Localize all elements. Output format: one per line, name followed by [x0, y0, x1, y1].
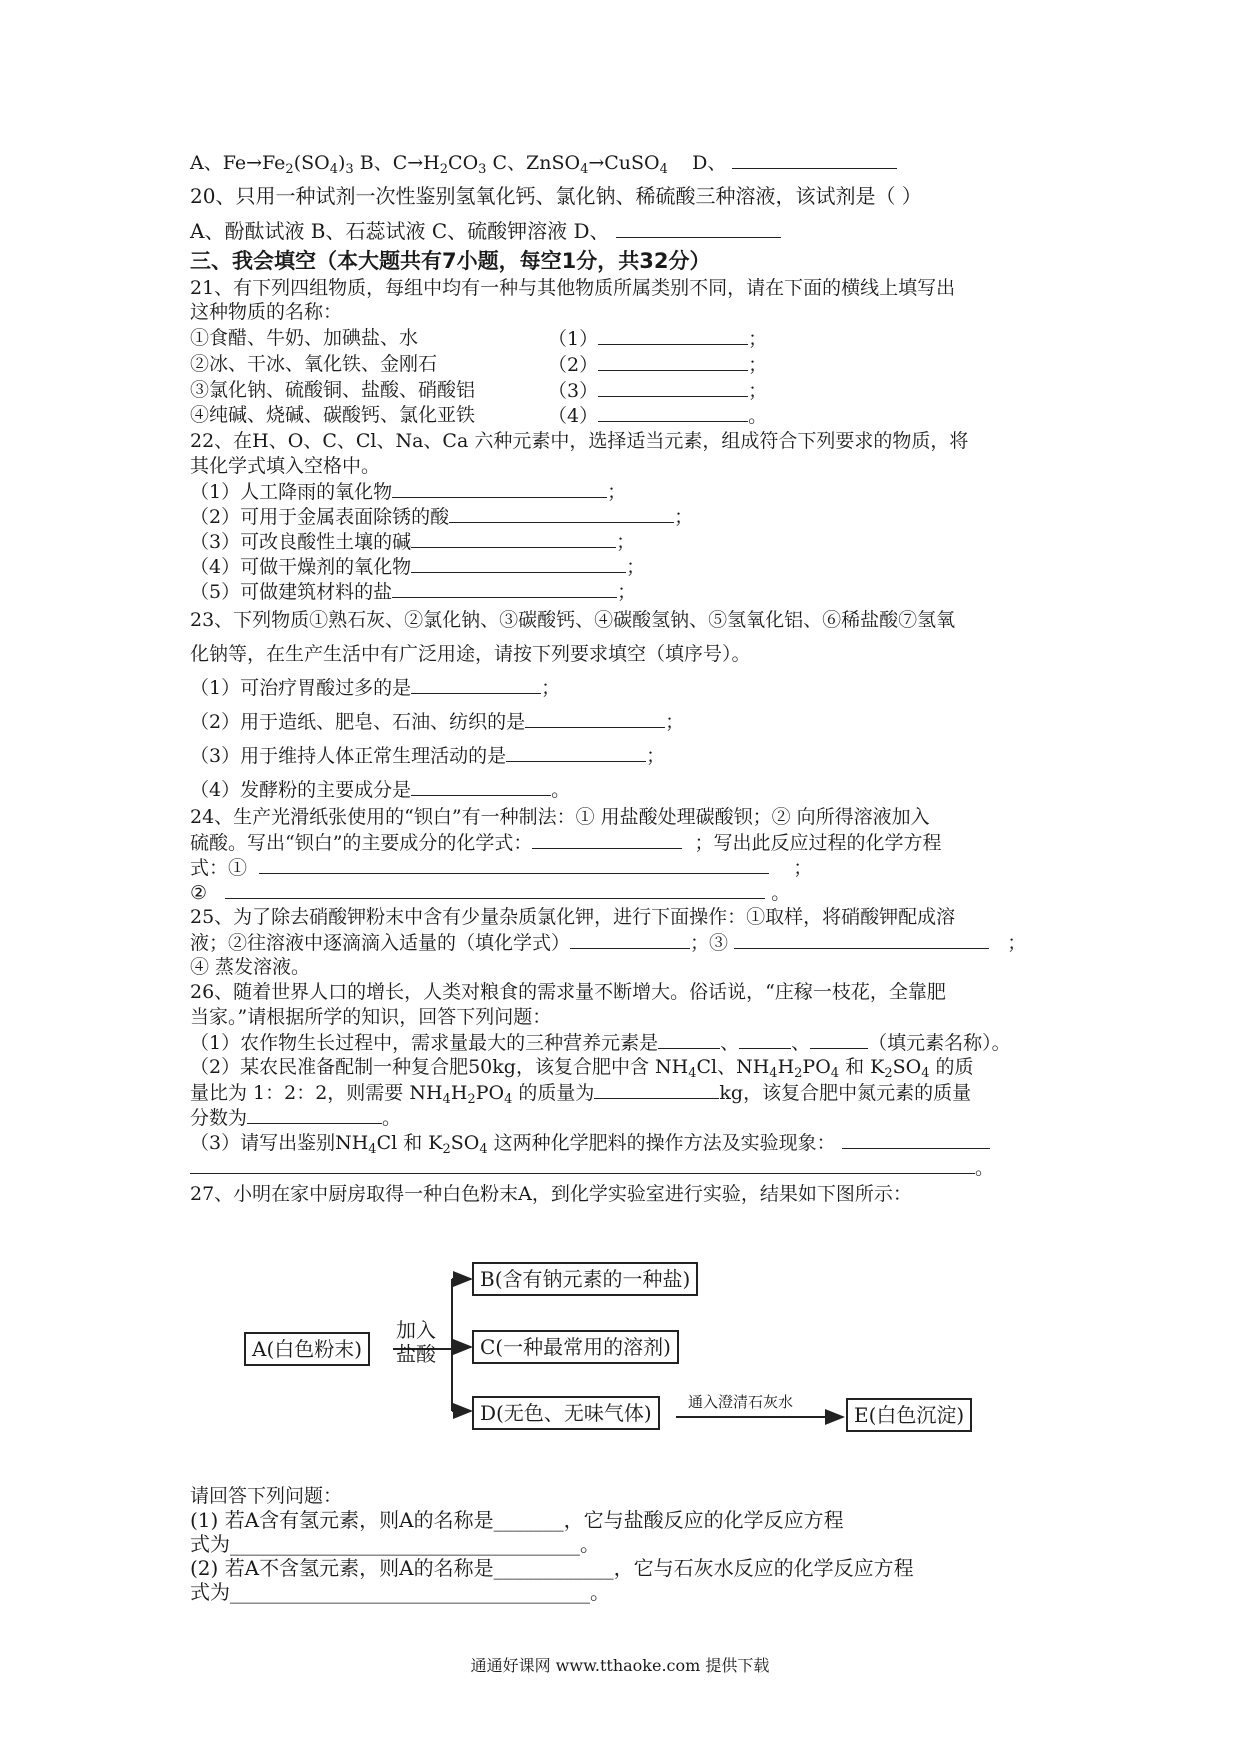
- q21-blank-4[interactable]: [598, 403, 748, 422]
- q26-sep-2: 、: [791, 1032, 811, 1054]
- box-c-solvent: C(一种最常用的溶剂): [472, 1330, 679, 1364]
- limewater-label: 通入澄清石灰水: [688, 1393, 794, 1411]
- q21-item-2: ②冰、干冰、氧化铁、金刚石: [190, 353, 438, 375]
- q21-num-2: （2）: [548, 354, 599, 376]
- q25-semicolon: ；: [1007, 932, 1027, 954]
- box-a-white-powder: A(白色粉末): [244, 1332, 370, 1366]
- q26-fraction-blank[interactable]: [247, 1105, 382, 1124]
- q27-stem: 27、小明在家中厨房取得一种白色粉末A，到化学实验室进行实验，结果如下图所示：: [190, 1183, 912, 1205]
- q27-part-2b: 式为____________________________________。: [190, 1580, 610, 1604]
- q21-num-4: （4）: [548, 405, 599, 427]
- q24-semicolon: ；: [793, 857, 813, 879]
- q26-method-blank-2[interactable]: [190, 1155, 975, 1174]
- q22-stem-2: 其化学式填入空格中。: [190, 455, 381, 477]
- q19-options: A、$Fe\to Fe_2(SO_4)_3$ B、$C\to H_2CO_3$ C、ZnSO$_4$→CuSO$_4$ D、: [190, 150, 897, 175]
- q23-blank-3[interactable]: [506, 743, 646, 762]
- q19-answer-blank[interactable]: [732, 150, 897, 169]
- q22-semicolon-1: ；: [607, 481, 627, 503]
- q21-answer-2: [548, 352, 767, 377]
- q23-period-4: 。: [551, 779, 571, 801]
- q21-item-1: ①食醋、牛奶、加碘盐、水: [190, 327, 419, 349]
- q21-blank-1[interactable]: [598, 326, 748, 345]
- q25-formula-blank[interactable]: [570, 930, 690, 949]
- q24-equation-blank-1[interactable]: [259, 855, 769, 874]
- q25-line-3: ④ 蒸发溶液。: [190, 956, 311, 978]
- q22-item-5: [190, 579, 636, 604]
- q26-line-4-tail: 的质: [929, 1056, 974, 1078]
- q27-part-1a: (1) 若A含有氢元素，则A的名称是_______，它与盐酸反应的化学反应方程: [190, 1508, 844, 1532]
- q26-line-5-tail: kg，该复合肥中氮元素的质量: [719, 1082, 972, 1104]
- q22-semicolon-5: ；: [617, 581, 637, 603]
- q23-blank-1[interactable]: [411, 675, 541, 694]
- q21-answer-3: [548, 378, 767, 403]
- q24-line-4-text: ②: [190, 882, 208, 904]
- q26-line-4-text: （2）某农民准备配制一种复合肥50kg，该复合肥中含 NH: [190, 1056, 689, 1078]
- q24-line-3-text: 式：①: [190, 857, 248, 879]
- q24-line-2-tail: ；写出此反应过程的化学方程: [694, 832, 942, 854]
- q22-item-2-text: （2）可用于金属表面除锈的酸: [190, 506, 450, 528]
- q27-part-1b: 式为___________________________________。: [190, 1532, 600, 1556]
- q26-line-7-tail: 这两种化学肥料的操作方法及实验现象：: [487, 1132, 836, 1154]
- q24-line-4: [190, 880, 790, 905]
- q25-line-2-mid: ；③: [690, 932, 729, 954]
- q24-period: 。: [771, 882, 791, 904]
- q26-line-6: [190, 1105, 401, 1130]
- q27-part-2a: (2) 若A不含氢元素，则A的名称是____________，它与石灰水反应的化学反应方程: [190, 1556, 914, 1580]
- q22-semicolon-2: ；: [674, 506, 694, 528]
- q23-semicolon-1: ；: [541, 677, 561, 699]
- q23-item-2: [190, 709, 684, 734]
- add-label-2: 盐酸: [396, 1342, 436, 1366]
- q21-stem-1: 21、有下列四组物质，每组中均有一种与其他物质所属类别不同，请在下面的横线上填写出: [190, 277, 956, 299]
- q22-item-1-text: （1）人工降雨的氧化物: [190, 481, 393, 503]
- q24-equation-blank-2[interactable]: [225, 880, 765, 899]
- q22-semicolon-4: ；: [626, 556, 646, 578]
- add-label-1: 加入: [396, 1318, 436, 1342]
- q22-semicolon-3: ；: [616, 531, 636, 553]
- q26-element-blank-2[interactable]: [739, 1030, 791, 1049]
- q25-line-1: 25、为了除去硝酸钾粉末中含有少量杂质氯化钾，进行下面操作：①取样，将硝酸钾配成溶: [190, 906, 956, 928]
- q22-item-5-text: （5）可做建筑材料的盐: [190, 581, 393, 603]
- q22-item-2: [190, 504, 693, 529]
- q22-blank-5[interactable]: [392, 579, 617, 598]
- box-b-sodium-salt: B(含有钠元素的一种盐): [472, 1262, 698, 1296]
- q26-line-7-mid: Cl 和 K: [376, 1132, 443, 1154]
- q26-k2so4: 和 K: [839, 1056, 885, 1078]
- q21-stem-2: 这种物质的名称：: [190, 301, 343, 323]
- q19-option-b: B、C→H: [359, 152, 440, 174]
- q21-num-1: （1）: [548, 328, 599, 350]
- q22-stem-1: 22、在H、O、C、Cl、Na、Ca 六种元素中，选择适当元素，组成符合下列要求的物质，将: [190, 430, 969, 452]
- q22-blank-2[interactable]: [449, 504, 674, 523]
- q26-line-3: [190, 1030, 1011, 1055]
- q26-line-4: （2）某农民准备配制一种复合肥50kg，该复合肥中含 $NH_4Cl$、$NH_4H_2PO_4$ 和 $K_2SO_4$ 的质: [190, 1056, 974, 1081]
- q27-ask: 请回答下列问题：: [190, 1485, 343, 1507]
- q21-item-4: ④纯碱、烧碱、碳酸钙、氯化亚铁: [190, 404, 476, 426]
- q26-line-7-so: SO: [450, 1132, 480, 1154]
- q21-answer-4: [548, 403, 767, 428]
- q25-line-2: [190, 930, 1026, 955]
- q23-blank-4[interactable]: [411, 777, 551, 796]
- q26-line-5-text: 量比为 1：2：2，则需要 NH: [190, 1082, 443, 1104]
- q21-period-4: 。: [748, 405, 768, 427]
- q26-line-2: 当家。”请根据所学的知识，回答下列问题：: [190, 1006, 552, 1028]
- q25-step3-blank[interactable]: [734, 930, 989, 949]
- q24-line-2-text: 硫酸。写出“钡白”的主要成分的化学式：: [190, 832, 533, 854]
- q24-line-2: [190, 830, 942, 855]
- q26-method-blank-1[interactable]: [842, 1130, 990, 1149]
- q22-blank-4[interactable]: [411, 554, 626, 573]
- q25-line-2-text: 液；②往溶液中逐滴滴入适量的（填化学式）: [190, 932, 571, 954]
- q23-item-4: [190, 777, 570, 802]
- q21-answer-1: [548, 326, 767, 351]
- q26-mass-blank[interactable]: [594, 1080, 719, 1099]
- q26-line-5-mid: 的质量为: [512, 1082, 595, 1104]
- q22-item-3-text: （3）可改良酸性土壤的碱: [190, 531, 412, 553]
- q19-option-a: A、Fe→Fe: [190, 152, 286, 174]
- q20-options-text: A、酚酞试液 B、石蕊试液 C、硫酸钾溶液 D、: [190, 219, 610, 243]
- q26-period-8: 。: [975, 1157, 995, 1179]
- q23-stem-2: 化钠等，在生产生活中有广泛用途，请按下列要求填空（填序号）。: [190, 643, 751, 665]
- q26-nh4h2po4: Cl、NH: [696, 1056, 770, 1078]
- page-footer: 通通好课网 www.tthaoke.com 提供下载: [470, 1656, 770, 1675]
- q21-semicolon-3: ；: [748, 380, 768, 402]
- q23-item-1-text: （1）可治疗胃酸过多的是: [190, 677, 412, 699]
- q22-item-3: [190, 529, 635, 554]
- q23-item-4-text: （4）发酵粉的主要成分是: [190, 779, 412, 801]
- q23-item-3: [190, 743, 665, 768]
- q23-item-3-text: （3）用于维持人体正常生理活动的是: [190, 745, 507, 767]
- q26-so: SO: [892, 1056, 922, 1078]
- q23-stem-1: 23、下列物质①熟石灰、②氯化钠、③碳酸钙、④碳酸氢钠、⑤氢氧化铝、⑥稀盐酸⑦氢氧: [190, 609, 956, 631]
- q26-line-5-po: PO: [475, 1082, 505, 1104]
- q26-period-6: 。: [382, 1107, 402, 1129]
- q23-semicolon-2: ；: [665, 711, 685, 733]
- q19-option-b-part: CO: [448, 152, 479, 174]
- section-heading: 三、我会填空（本大题共有7小题，每空1分，共32分）: [190, 249, 711, 273]
- q26-line-8: [190, 1155, 994, 1180]
- q22-blank-3[interactable]: [411, 529, 616, 548]
- add-hcl-label: [396, 1318, 436, 1366]
- q23-item-1: [190, 675, 560, 700]
- box-e-precipitate: E(白色沉淀): [846, 1398, 972, 1432]
- q26-element-blank-3[interactable]: [810, 1030, 868, 1049]
- q26-h: H: [777, 1056, 795, 1078]
- q19-option-d: D、: [692, 152, 727, 174]
- q21-item-3: ③氯化钠、硫酸铜、盐酸、硝酸铝: [190, 379, 476, 401]
- q19-option-a-part: (SO: [293, 152, 330, 174]
- q23-semicolon-3: ；: [646, 745, 666, 767]
- q26-line-7-text: （3）请写出鉴别NH: [190, 1132, 369, 1154]
- q26-line-3-text: （1）农作物生长过程中，需求量最大的三种营养元素是: [190, 1032, 659, 1054]
- q24-formula-blank[interactable]: [532, 830, 682, 849]
- q21-blank-3[interactable]: [598, 378, 748, 397]
- q19-option-a-end: ): [338, 152, 346, 174]
- q21-semicolon-2: ；: [748, 354, 768, 376]
- q22-item-1: [190, 479, 626, 504]
- q23-blank-2[interactable]: [525, 709, 665, 728]
- q26-line-1: 26、随着世界人口的增长，人类对粮食的需求量不断增大。俗话说，“庄稼一枝花，全靠肥: [190, 981, 946, 1003]
- q22-blank-1[interactable]: [392, 479, 607, 498]
- q20-answer-blank[interactable]: [616, 219, 781, 238]
- q26-line-6-text: 分数为: [190, 1107, 248, 1129]
- q26-po: PO: [802, 1056, 831, 1078]
- q26-line-7: （3）请写出鉴别$NH_4Cl$ 和 $K_2SO_4$ 这两种化学肥料的操作方法及实验现象：: [190, 1130, 990, 1155]
- q26-sep-1: 、: [720, 1032, 740, 1054]
- q24-line-3: [190, 855, 812, 880]
- box-d-gas: D(无色、无味气体): [472, 1396, 660, 1430]
- q23-item-2-text: （2）用于造纸、肥皂、石油、纺织的是: [190, 711, 526, 733]
- q19-option-c-part: →CuSO: [588, 152, 660, 174]
- q26-line-5: 量比为 1：2：2，则需要 $NH_4H_2PO_4$ 的质量为 kg，该复合肥中氮元素的质量: [190, 1082, 972, 1107]
- q24-line-1: 24、生产光滑纸张使用的“钡白”有一种制法：① 用盐酸处理碳酸钡；② 向所得溶液加入: [190, 806, 930, 828]
- q22-item-4: [190, 554, 645, 579]
- q26-element-blank-1[interactable]: [658, 1030, 720, 1049]
- q21-num-3: （3）: [548, 380, 599, 402]
- q21-semicolon-1: ；: [748, 328, 768, 350]
- q21-blank-2[interactable]: [598, 352, 748, 371]
- q20-stem: 20、只用一种试剂一次性鉴别氢氧化钙、氯化钠、稀硫酸三种溶液，该试剂是（ ）: [190, 184, 922, 208]
- q20-options: [190, 219, 781, 243]
- q26-line-5-h: H: [450, 1082, 468, 1104]
- q26-line-3-tail: （填元素名称）。: [868, 1032, 1011, 1054]
- q19-option-c: C、ZnSO: [492, 152, 581, 174]
- q22-item-4-text: （4）可做干燥剂的氧化物: [190, 556, 412, 578]
